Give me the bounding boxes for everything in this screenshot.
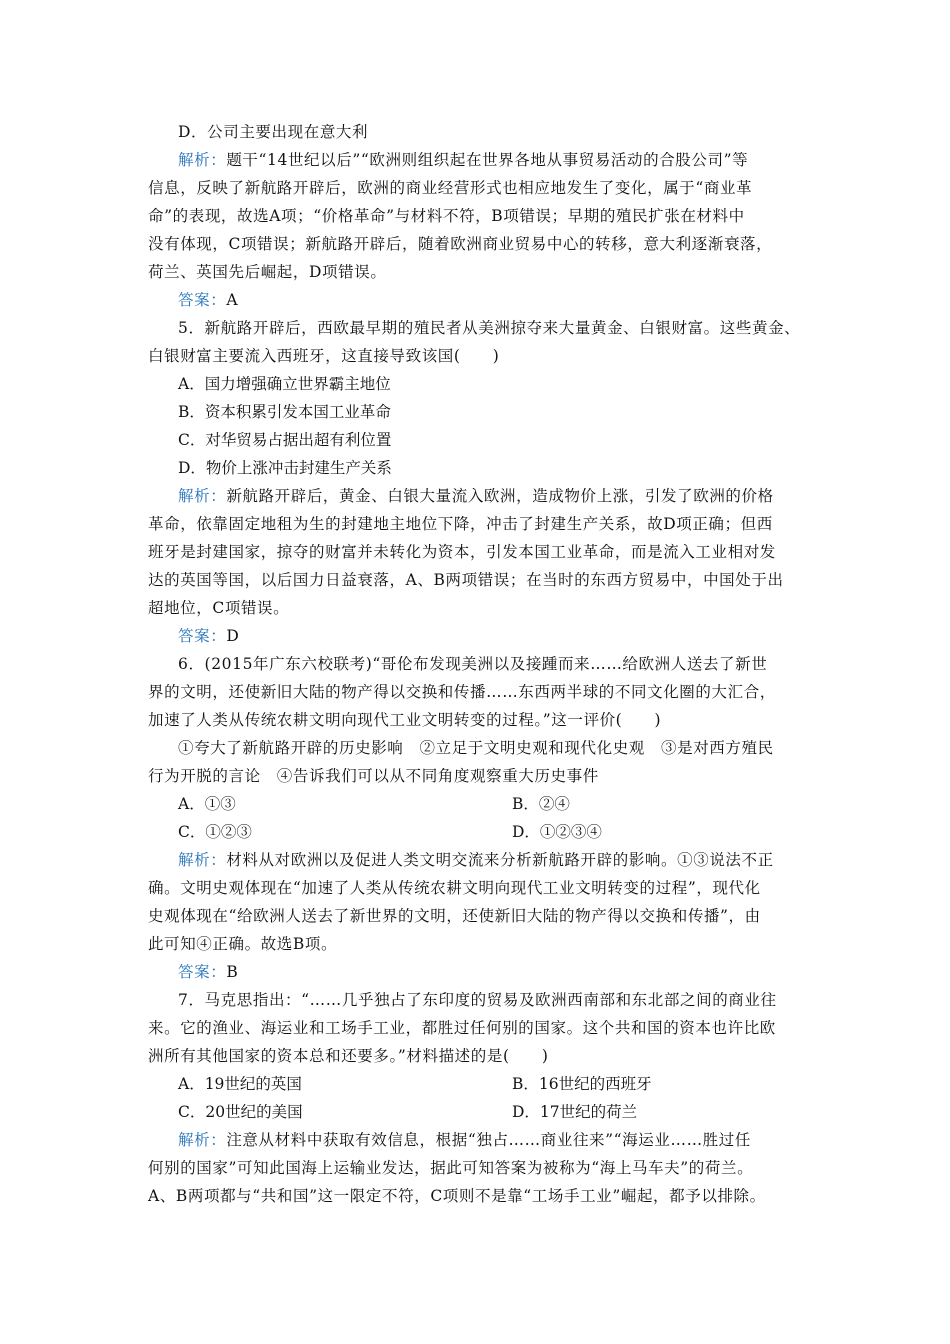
q5-analysis-line-2: 革命，依靠固定地租为生的封建地主地位下降，冲击了封建生产关系，故D项正确；但西 bbox=[148, 515, 773, 533]
q6-option-c: C．①②③ bbox=[178, 823, 252, 841]
q7-analysis-line-1: 解析：注意从材料中获取有效信息，根据“独占……商业往来”“海运业……胜过任 bbox=[178, 1131, 751, 1149]
q6-option-b: B．②④ bbox=[512, 795, 570, 813]
q5-option-a: A．国力增强确立世界霸主地位 bbox=[178, 375, 391, 393]
q6-stem-line-1: 6．(2015年广东六校联考)“哥伦布发现美洲以及接踵而来……给欧洲人送去了新世 bbox=[178, 655, 768, 673]
q7-option-a: A．19世纪的英国 bbox=[178, 1075, 302, 1093]
q6-option-d: D．①②③④ bbox=[512, 823, 602, 841]
q5-answer: 答案：D bbox=[178, 627, 240, 645]
q5-analysis-line-1: 解析：新航路开辟后，黄金、白银大量流入欧洲，造成物价上涨，引发了欧洲的价格 bbox=[178, 487, 774, 505]
q7-analysis-line-3: A、B两项都与“共和国”这一限定不符，C项则不是靠“工场手工业”崛起，都予以排除。 bbox=[148, 1187, 766, 1205]
q7-option-d: D．17世纪的荷兰 bbox=[512, 1103, 638, 1121]
q5-stem-line-2: 白银财富主要流入西班牙，这直接导致该国( ) bbox=[148, 347, 500, 365]
q4-analysis-line-5: 荷兰、英国先后崛起，D项错误。 bbox=[148, 263, 387, 281]
q4-analysis-line-2: 信息，反映了新航路开辟后，欧洲的商业经营形式也相应地发生了变化，属于“商业革 bbox=[148, 179, 753, 197]
q7-option-b: B．16世纪的西班牙 bbox=[512, 1075, 652, 1093]
q6-stem-line-2: 界的文明，还使新旧大陆的物产得以交换和传播……东西两半球的不同文化圈的大汇合， bbox=[148, 683, 776, 701]
q5-option-c: C．对华贸易占据出超有利位置 bbox=[178, 431, 392, 449]
q4-option-d: D．公司主要出现在意大利 bbox=[178, 123, 369, 141]
q4-analysis-line-3: 命”的表现，故选A项；“价格革命”与材料不符，B项错误；早期的殖民扩张在材料中 bbox=[148, 207, 745, 225]
q7-analysis-line-2: 何别的国家”可知此国海上运输业发达，据此可知答案为被称为“海上马车夫”的荷兰。 bbox=[148, 1159, 754, 1177]
q5-option-d: D．物价上涨冲击封建生产关系 bbox=[178, 459, 392, 477]
q6-statements-line-1: ①夸大了新航路开辟的历史影响 ②立足于文明史观和现代化史观 ③是对西方殖民 bbox=[178, 739, 774, 757]
answer-label: 答案： bbox=[178, 291, 227, 309]
analysis-label: 解析： bbox=[178, 851, 227, 869]
q4-analysis-line-4: 没有体现，C项错误；新航路开辟后，随着欧洲商业贸易中心的转移，意大利逐渐衰落， bbox=[148, 235, 773, 253]
q5-analysis-line-5: 超地位，C项错误。 bbox=[148, 599, 290, 617]
q5-analysis-line-3: 班牙是封建国家，掠夺的财富并未转化为资本，引发本国工业革命，而是流入工业相对发 bbox=[148, 543, 776, 561]
q4-analysis-line-1: 解析：题干“14世纪以后”“欧洲则组织起在世界各地从事贸易活动的合股公司”等 bbox=[178, 151, 749, 169]
q6-statements-line-2: 行为开脱的言论 ④告诉我们可以从不同角度观察重大历史事件 bbox=[148, 767, 599, 785]
answer-label: 答案： bbox=[178, 963, 227, 981]
q7-stem-line-2: 来。它的渔业、海运业和工场手工业，都胜过任何别的国家。这个共和国的资本也许比欧 bbox=[148, 1019, 776, 1037]
analysis-label: 解析： bbox=[178, 1131, 227, 1149]
analysis-label: 解析： bbox=[178, 487, 227, 505]
q6-analysis-line-1: 解析：材料从对欧洲以及促进人类文明交流来分析新航路开辟的影响。①③说法不正 bbox=[178, 851, 774, 869]
q6-option-a: A．①③ bbox=[178, 795, 236, 813]
q7-stem-line-3: 洲所有其他国家的资本总和还要多。”材料描述的是( ) bbox=[148, 1047, 549, 1065]
q6-analysis-line-2: 确。文明史观体现在“加速了人类从传统农耕文明向现代工业文明转变的过程”，现代化 bbox=[148, 879, 761, 897]
q5-stem-line-1: 5．新航路开辟后，西欧最早期的殖民者从美洲掠夺来大量黄金、白银财富。这些黄金、 bbox=[178, 319, 801, 337]
q7-stem-line-1: 7．马克思指出：“……几乎独占了东印度的贸易及欧洲西南部和东北部之间的商业往 bbox=[178, 991, 777, 1009]
q5-option-b: B．资本积累引发本国工业革命 bbox=[178, 403, 391, 421]
q6-answer: 答案：B bbox=[178, 963, 239, 981]
q5-analysis-line-4: 达的英国等国，以后国力日益衰落，A、B两项错误；在当时的东西方贸易中，中国处于出 bbox=[148, 571, 784, 589]
q4-answer: 答案：A bbox=[178, 291, 239, 309]
q6-stem-line-3: 加速了人类从传统农耕文明向现代工业文明转变的过程。”这一评价( ) bbox=[148, 711, 662, 729]
q7-option-c: C．20世纪的美国 bbox=[178, 1103, 303, 1121]
q6-analysis-line-3: 史观体现在“给欧洲人送去了新世界的文明，还使新旧大陆的物产得以交换和传播”，由 bbox=[148, 907, 761, 925]
q6-analysis-line-4: 此可知④正确。故选B项。 bbox=[148, 935, 338, 953]
answer-label: 答案： bbox=[178, 627, 227, 645]
analysis-label: 解析： bbox=[178, 151, 227, 169]
